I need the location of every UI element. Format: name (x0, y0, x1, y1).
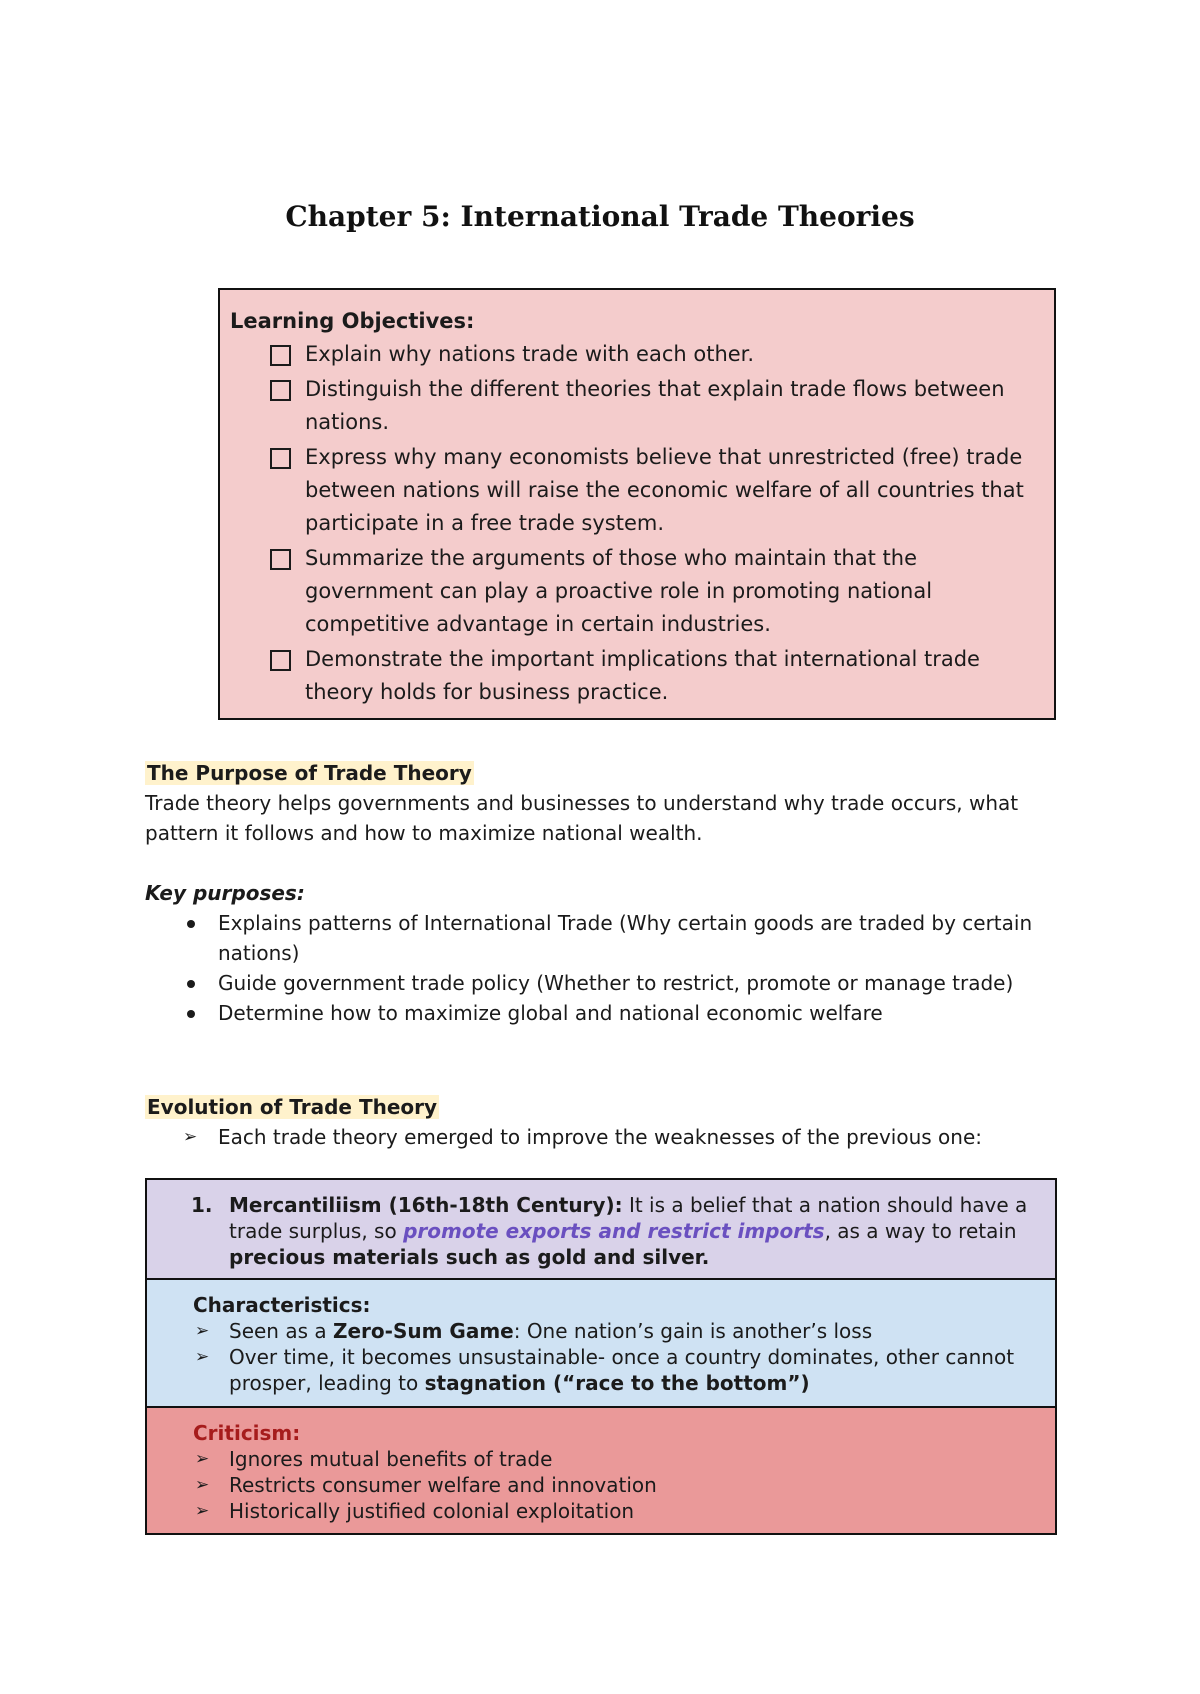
characteristics-list (193, 1318, 1035, 1396)
objective-item (270, 542, 1044, 641)
mercantilism-row (147, 1180, 1055, 1280)
purpose-heading: The Purpose of Trade Theory (147, 761, 472, 785)
numbered-item: 1. Mercantiliism (16th-18th Century): It is a belief that a nation should have a trade surplus, so promote exports and restrict imports, as a way to retain precious materials such as gold and silver. (191, 1193, 1028, 1269)
arrowhead-icon: ➢ (195, 1475, 210, 1495)
list-item: ➢ Restricts consumer welfare and innovation (195, 1473, 657, 1497)
objective-item (270, 373, 1044, 439)
emphasis-text: promote exports and restrict imports (403, 1219, 825, 1243)
criticism-label: Criticism: (193, 1421, 301, 1445)
list-item: ➢ Seen as a Zero-Sum Game: One nation’s gain is another’s loss (195, 1319, 873, 1343)
list-item: ➢ Over time, it becomes unsustainable- once a country dominates, other cannot prosper, leading to stagnation (“race to the bottom”) (195, 1345, 1015, 1395)
checkbox-icon[interactable] (270, 650, 291, 671)
objective-text: Express why many economists believe that unrestricted (free) trade between nations will raise the economic welfare of all countries that participate in a free trade system. (305, 445, 1024, 535)
arrowhead-icon: ➢ (183, 1127, 198, 1147)
checkbox-icon[interactable] (270, 448, 291, 469)
checkbox-icon[interactable] (270, 380, 291, 401)
mercantilism-table (145, 1178, 1057, 1535)
key-purposes-label: Key purposes: (145, 881, 305, 905)
item-number: 1. (191, 1193, 213, 1217)
objective-item (270, 338, 1044, 371)
purpose-body: Trade theory helps governments and businesses to understand why trade occurs, what pattern it follows and how to maximize national wealth. (145, 791, 1019, 845)
arrowhead-icon: ➢ (195, 1321, 210, 1341)
list-item: Determine how to maximize global and national economic welfare (183, 998, 1065, 1028)
characteristics-row (147, 1280, 1055, 1408)
learning-objectives-heading: Learning Objectives: (230, 309, 475, 333)
key-purposes-list (145, 908, 1065, 1028)
bullet-dot-icon (187, 920, 195, 928)
objective-text: Distinguish the different theories that explain trade flows between nations. (305, 377, 1005, 434)
bullet-dot-icon (187, 1010, 195, 1018)
objective-item (270, 441, 1044, 540)
arrowhead-icon: ➢ (195, 1501, 210, 1521)
objective-text: Demonstrate the important implications that international trade theory holds for business practice. (305, 647, 980, 704)
objective-item (270, 643, 1044, 709)
learning-objectives-box (218, 288, 1056, 720)
list-item: ➢ Ignores mutual benefits of trade (195, 1447, 553, 1471)
objective-text: Explain why nations trade with each other. (305, 342, 755, 366)
list-item: Explains patterns of International Trade (Why certain goods are traded by certain nations) (183, 908, 1065, 968)
learning-objectives-list (230, 338, 1044, 709)
page-title: Chapter 5: International Trade Theories (285, 200, 915, 233)
list-item: ➢ Historically justified colonial exploitation (195, 1499, 635, 1523)
arrowhead-icon: ➢ (195, 1449, 210, 1469)
arrowhead-icon: ➢ (195, 1347, 210, 1367)
list-item: Guide government trade policy (Whether to restrict, promote or manage trade) (183, 968, 1065, 998)
objective-text: Summarize the arguments of those who maintain that the government can play a proactive role in promoting national competitive advantage in certain industries. (305, 546, 933, 636)
checkbox-icon[interactable] (270, 345, 291, 366)
checkbox-icon[interactable] (270, 549, 291, 570)
mercantilism-name: Mercantiliism (16th-18th Century): (229, 1193, 623, 1217)
evolution-heading: Evolution of Trade Theory (147, 1095, 438, 1119)
criticism-list (193, 1446, 1035, 1524)
bullet-dot-icon (187, 980, 195, 988)
characteristics-label: Characteristics: (193, 1293, 371, 1317)
purpose-section (145, 758, 1065, 1028)
list-item: ➢ Each trade theory emerged to improve the weaknesses of the previous one: (183, 1122, 1065, 1152)
criticism-row (147, 1408, 1055, 1533)
evolution-section (145, 1092, 1065, 1152)
evolution-list (145, 1122, 1065, 1152)
